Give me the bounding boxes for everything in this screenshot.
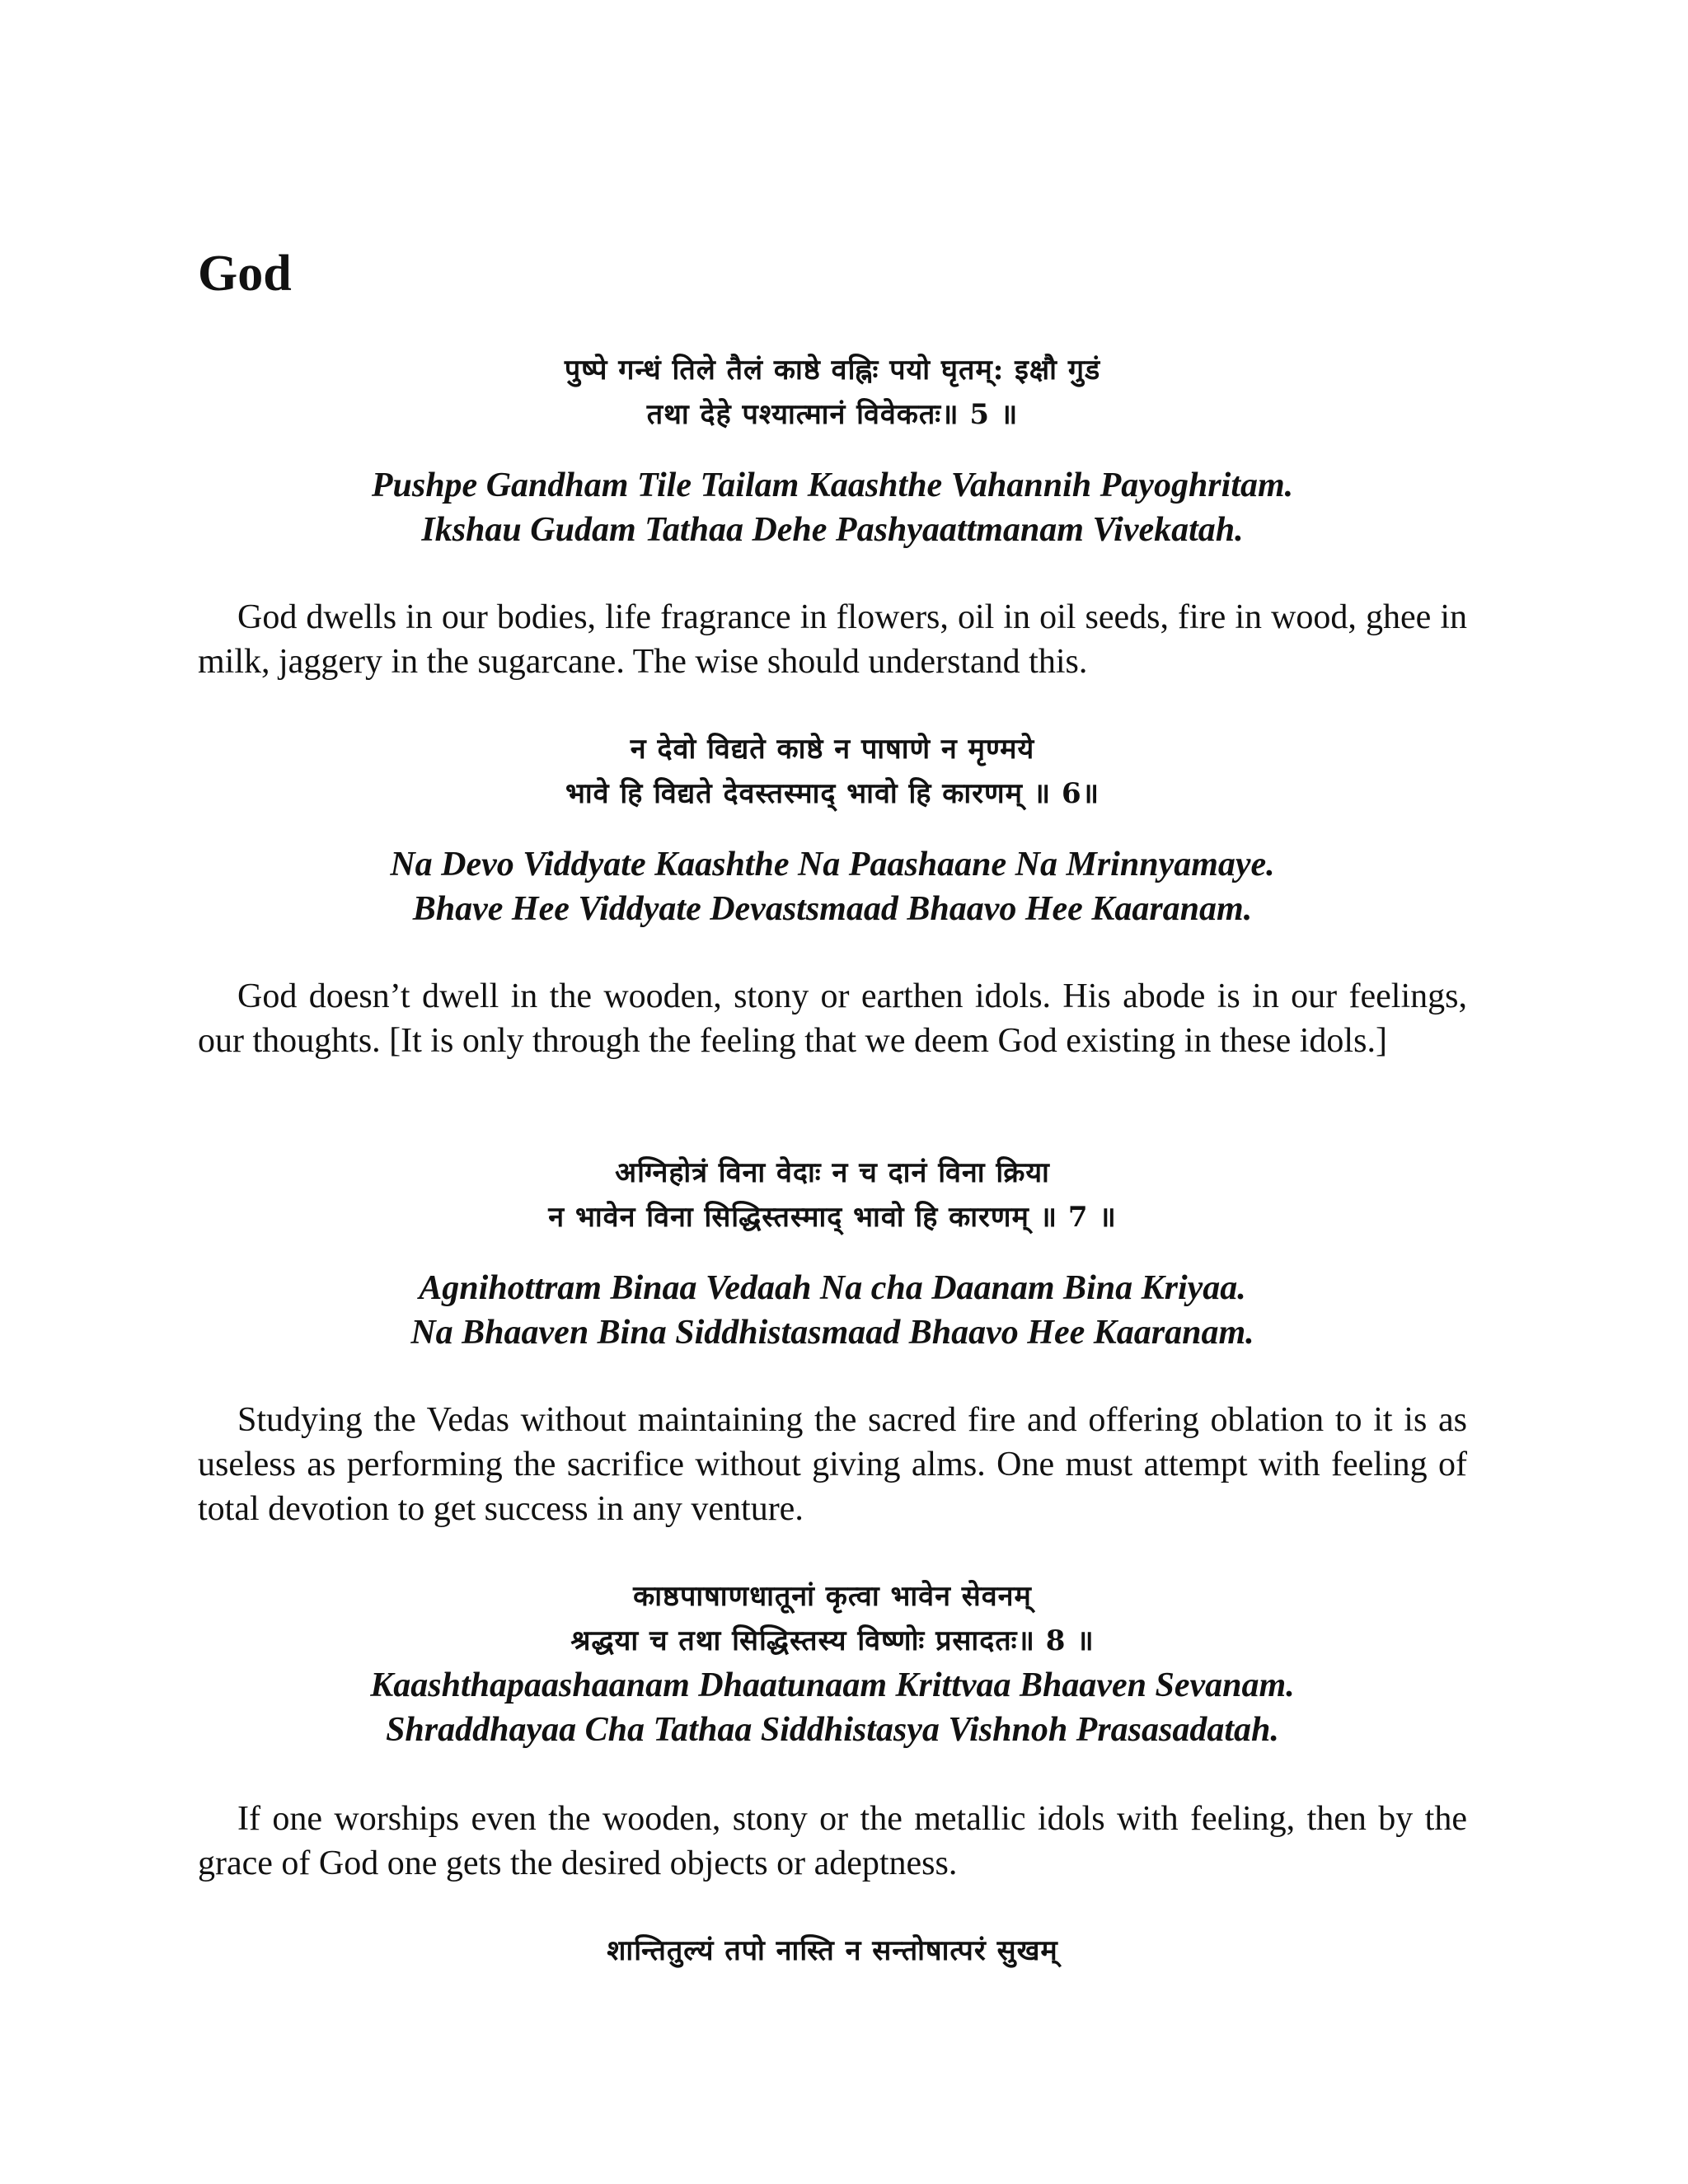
sanskrit-verse <box>198 1929 1467 1973</box>
verse-line: तथा देहे पश्यात्मानं विवेकतः॥ 5 ॥ <box>646 398 1019 431</box>
verse-line: न भावेन विना सिद्धिस्तस्माद् भावो हि कारणम् ॥ 7 ॥ <box>548 1201 1117 1234</box>
transliteration-line: Na Bhaaven Bina Siddhistasmaad Bhaavo Hee Kaaranam. <box>410 1314 1254 1352</box>
verse-line: न देवो विद्यते काष्ठे न पाषाणे न मृण्मये <box>630 733 1035 766</box>
sanskrit-verse <box>198 1574 1467 1663</box>
verse-line: पुष्पे गन्धं तिले तैलं काष्ठे वह्निः पयो घृतम्: इक्षौ गुडं <box>564 354 1101 387</box>
transliteration-line: Na Devo Viddyate Kaashthe Na Paashaane Na Mrinnyamaye. <box>390 846 1275 883</box>
transliteration <box>198 842 1467 931</box>
translation-paragraph: Studying the Vedas without maintaining the sacred fire and offering oblation to it is as useless as performing the sacrifice without giving alms. One must attempt with feeling of total devotion to get success in any venture. <box>198 1401 1467 1528</box>
translation-paragraph: God dwells in our bodies, life fragrance in flowers, oil in oil seeds, fire in wood, ghee in milk, jaggery in the sugarcane. The wise should understand this. <box>198 598 1467 681</box>
verse-line: श्रद्धया च तथा सिद्धिस्तस्य विष्णोः प्रसादतः॥ 8 ॥ <box>570 1624 1095 1657</box>
verse-line: भावे हि विद्यते देवस्तस्माद् भावो हि कारणम् ॥ 6॥ <box>565 777 1100 810</box>
sanskrit-verse <box>198 348 1467 437</box>
translation-paragraph: God doesn’t dwell in the wooden, stony or earthen idols. His abode is in our feelings, our thoughts. [It is only through the feeling that we deem God existing in these idols.] <box>198 977 1467 1060</box>
document-page <box>198 0 1467 2184</box>
sanskrit-verse <box>198 727 1467 816</box>
verse-line: शान्तितुल्यं तपो नास्ति न सन्तोषात्परं सुखम् <box>607 1934 1058 1967</box>
transliteration <box>198 463 1467 552</box>
page-title: God <box>198 246 292 302</box>
transliteration-line: Agnihottram Binaa Vedaah Na cha Daanam Bina Kriyaa. <box>419 1269 1246 1307</box>
sanskrit-verse <box>198 1151 1467 1240</box>
verse-line: काष्ठपाषाणधातूनां कृत्वा भावेन सेवनम् <box>633 1580 1032 1613</box>
transliteration-line: Kaashthapaashaanam Dhaatunaam Krittvaa Bhaaven Sevanam. <box>370 1666 1295 1704</box>
transliteration <box>198 1266 1467 1355</box>
translation-paragraph: If one worships even the wooden, stony or the metallic idols with feeling, then by the grace of God one gets the desired objects or adeptness. <box>198 1800 1467 1882</box>
transliteration-line: Bhave Hee Viddyate Devastsmaad Bhaavo Hee Kaaranam. <box>412 890 1253 928</box>
transliteration-line: Pushpe Gandham Tile Tailam Kaashthe Vahannih Payoghritam. <box>371 466 1294 504</box>
verse-line: अग्निहोत्रं विना वेदाः न च दानं विना क्रिया <box>615 1156 1050 1189</box>
transliteration-line: Ikshau Gudam Tathaa Dehe Pashyaattmanam Vivekatah. <box>421 511 1244 549</box>
transliteration <box>198 1663 1467 1752</box>
transliteration-line: Shraddhayaa Cha Tathaa Siddhistasya Vishnoh Prasasadatah. <box>386 1711 1279 1749</box>
